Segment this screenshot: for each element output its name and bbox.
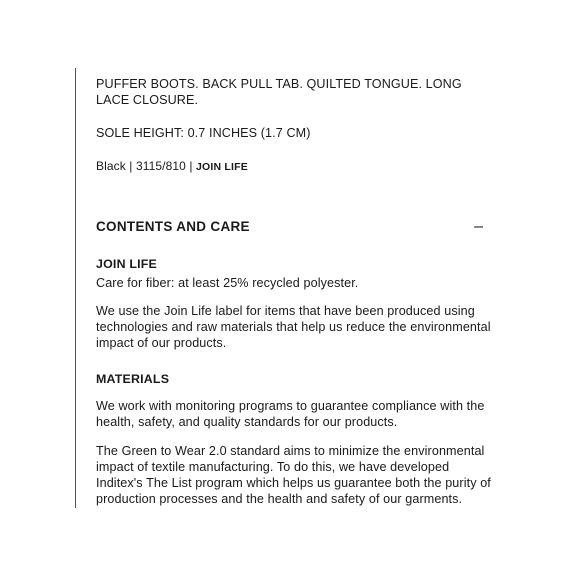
materials-title: MATERIALS: [96, 372, 170, 386]
join-life-description: We use the Join Life label for items that have been produced using technologies and raw materials that help us reduce the environmental impact of our products.: [96, 304, 491, 350]
collapse-icon[interactable]: –: [474, 217, 483, 235]
product-description: PUFFER BOOTS. BACK PULL TAB. QUILTED TONGUE. LONG LACE CLOSURE.: [96, 77, 462, 107]
reference-number: 3115/810: [135, 159, 186, 173]
separator: |: [129, 159, 133, 173]
contents-care-title: CONTENTS AND CARE: [96, 219, 250, 234]
materials-paragraph-1: We work with monitoring programs to guarantee compliance with the health, safety, and quality standards for our products.: [96, 399, 485, 429]
separator: |: [189, 159, 193, 173]
vertical-divider: [75, 68, 76, 508]
join-life-link[interactable]: JOIN LIFE: [196, 161, 248, 173]
sole-height: SOLE HEIGHT: 0.7 INCHES (1.7 CM): [96, 126, 311, 140]
color-reference-line: [96, 158, 491, 175]
materials-paragraph-2: The Green to Wear 2.0 standard aims to minimize the environmental impact of textile manufacturing. To do this, we have developed Inditex's The List program which helps us guarantee both the purity of production processes and the health and safety of our garments.: [96, 444, 491, 506]
join-life-title: JOIN LIFE: [96, 257, 158, 271]
color-name: Black: [96, 159, 126, 173]
contents-care-header[interactable]: [96, 219, 491, 234]
care-fiber-text: Care for fiber: at least 25% recycled polyester.: [96, 276, 359, 290]
product-details-panel: [96, 72, 491, 507]
